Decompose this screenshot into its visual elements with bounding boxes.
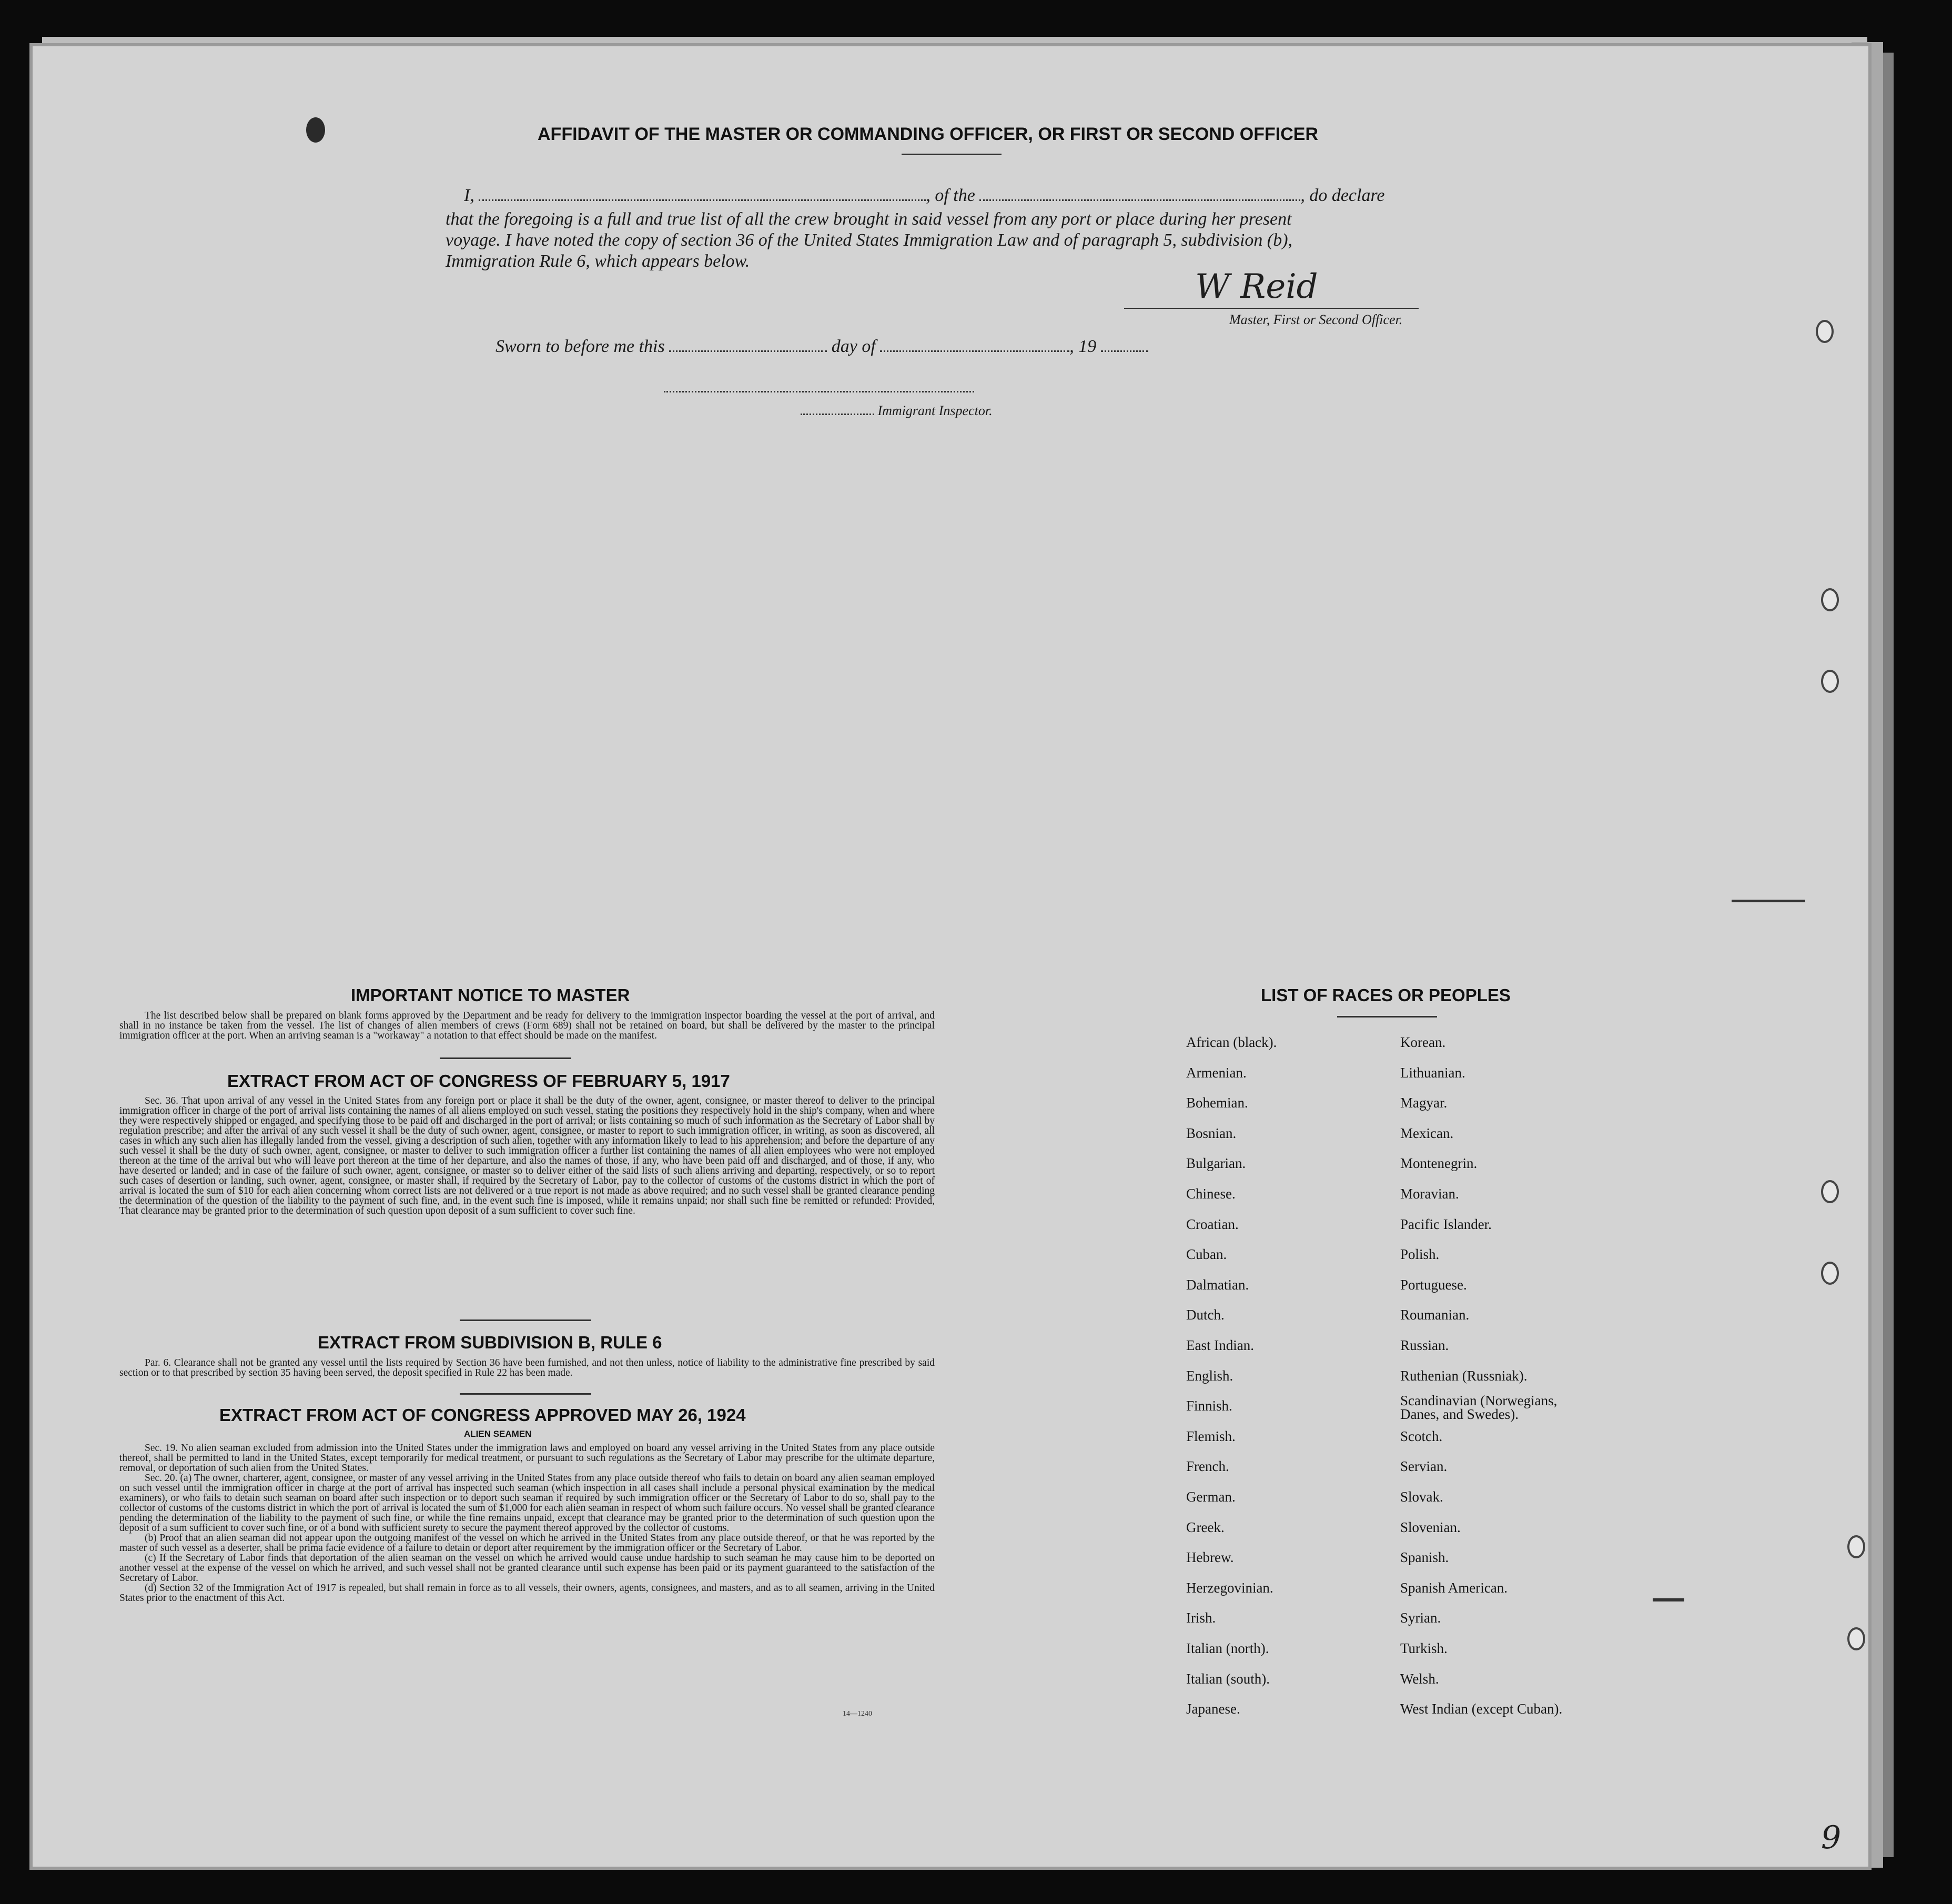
affidavit-title: AFFIDAVIT OF THE MASTER OR COMMANDING OFFICER, OR FIRST OR SECOND OFFICER (538, 124, 1318, 144)
binder-hole-icon (1847, 1535, 1865, 1558)
race-item: Russian. (1400, 1337, 1449, 1353)
notice-title: IMPORTANT NOTICE TO MASTER (351, 985, 630, 1005)
extract-rule6-title: EXTRACT FROM SUBDIVISION B, RULE 6 (318, 1333, 662, 1352)
notice-body (119, 1011, 935, 1041)
race-item: Moravian. (1400, 1186, 1459, 1202)
race-item: Welsh. (1400, 1670, 1439, 1687)
sworn-month-field (880, 350, 1069, 352)
divider (440, 1057, 571, 1059)
race-item: Montenegrin. (1400, 1155, 1478, 1172)
vessel-name-field (979, 199, 1300, 201)
extract-1917-text: Sec. 36. That upon arrival of any vessel in the United States from any foreign port or place it shall be the duty of the owner, agent, consignee, or master thereof to deliver to the principal immigration officer in charge of the port of arrival lists containing the names of all aliens employed on such vessel, stating the positions they respectively hold in the ship's company, when and where they were respectively shipped or engaged, and specifying those to be paid off and discharged in the port of arrival; or lists containing so much of such information as the Secretary of Labor shall by regulation prescribe; and after the arrival of any such vessel it shall be the duty of such owner, agent, consignee, or master to report to such immigration officer, in writing, as soon as discovered, all cases in which any such alien has illegally landed from the vessel, giving a description of such alien, together with any information likely to lead to his apprehension; and before the departure of any such vessel it shall be the duty of such owner, agent, consignee, or master to deliver to such immigration officer a further list containing the names of all alien employees who were not employed thereon at the time of the arrival but who will leave port thereon at the time of her departure, and also the names of those, if any, who have been paid off and discharged, and of those, if any, who have deserted or landed; and in case of the failure of such owner, agent, consignee, or master so to deliver either of the said lists of such aliens arriving and departing, respectively, or so to report such cases of desertion or landing, such owner, agent, consignee, or master shall, if required by the Secretary of Labor, pay to the collector of customs of the customs district in which the port of arrival is located the sum of $10 for each alien concerning whom correct lists are not delivered or a true report is not made as above required; and no such vessel shall be granted clearance pending the determination of the question of the liability to the payment of such fine, and, in the event such fine is imposed, while it remains unpaid; nor shall such fine be remitted or refunded: Provided, That clearance may be granted prior to the determination of such question upon deposit of a sum sufficient to cover such fine. (119, 1095, 935, 1216)
divider (460, 1319, 591, 1321)
race-item: Bosnian. (1186, 1125, 1237, 1141)
race-item: Dalmatian. (1186, 1276, 1249, 1293)
inspector-field (801, 414, 874, 415)
race-item: Irish. (1186, 1610, 1216, 1626)
race-item: Flemish. (1186, 1428, 1236, 1444)
binder-hole-icon (1821, 1262, 1839, 1285)
sworn-line (495, 337, 1148, 357)
race-item: Croatian. (1186, 1216, 1239, 1232)
margin-note: 9 (1821, 1819, 1842, 1856)
affidavit-line-4: Immigration Rule 6, which appears below. (446, 251, 750, 271)
race-item: Servian. (1400, 1458, 1448, 1475)
notice-text: The list described below shall be prepared on blank forms approved by the Department and be ready for delivery to the immigration inspector boarding the vessel at the port of arrival, and shall in no instance be taken from the vessel. The list of changes of alien members of crews (Form 689) shall not be retained on board, but shall be delivered by the master to the principal immigration officer at the port. When an arriving seaman is a "workaway" a notation to that effect should be made on the manifest. (119, 1010, 935, 1041)
race-item: Pacific Islander. (1400, 1216, 1492, 1232)
form-number: 14—1240 (843, 1710, 872, 1718)
race-item: Hebrew. (1186, 1549, 1234, 1566)
sec-20d-paragraph: (d) Section 32 of the Immigration Act of 1917 is repealed, but shall remain in force as to all vessels, their owners, agents, consignees, and masters, and as to all seamen, arriving in the United States prior to the enactment of this Act. (119, 1583, 935, 1604)
extract-rule6-text: Par. 6. Clearance shall not be granted any vessel until the lists required by Section 36 have been furnished, and not then unless, notice of liability to the administrative fine prescribed by said section or to that prescribed by section 35 having been served, the deposit specified in Rule 22 has been made. (119, 1357, 935, 1378)
race-item: Slovenian. (1400, 1519, 1461, 1535)
race-item: Mexican. (1400, 1125, 1454, 1141)
race-item: Roumanian. (1400, 1307, 1470, 1323)
binder-hole-icon (1821, 588, 1839, 611)
race-item: Bohemian. (1186, 1095, 1248, 1111)
race-item: Syrian. (1400, 1610, 1441, 1626)
extract-rule6-body (119, 1358, 935, 1378)
inspector-line (801, 403, 993, 419)
sworn-prefix: Sworn to before me this (495, 337, 665, 356)
affidavit-line-1 (464, 186, 1385, 206)
binder-hole-icon (1821, 670, 1839, 693)
race-item: Italian (south). (1186, 1670, 1270, 1687)
race-item: Turkish. (1400, 1640, 1448, 1656)
race-item: Greek. (1186, 1519, 1225, 1535)
binder-hole-icon (1847, 1627, 1865, 1650)
document-page (33, 46, 1868, 1867)
race-item: German. (1186, 1489, 1236, 1505)
ink-blot (306, 117, 325, 143)
race-item: Bulgarian. (1186, 1155, 1246, 1172)
sec-20b-paragraph: (b) Proof that an alien seaman did not appear upon the outgoing manifest of the vessel on which he arrived in the United States from any place outside thereof, or that he was reported by the master of such vessel as a deserter, shall be prima facie evidence of a failure to detain or deport after requirement by the immigration officer or the Secretary of Labor. (119, 1533, 935, 1554)
affidavit-i: I, (464, 186, 474, 205)
sec-20c-paragraph: (c) If the Secretary of Labor finds that deportation of the alien seaman on the vessel on which he arrived would cause undue hardship to such seaman he may cause him to be deported on another vessel at the expense of the vessel on which he arrived, and such vessel shall not be granted clearance until such expense has been paid or its payment guaranteed to the satisfaction of the Secretary of Labor. (119, 1553, 935, 1584)
sec-19-paragraph: Sec. 19. No alien seaman excluded from admission into the United States under the immigration laws and employed on board any vessel arriving in the United States from any place outside thereof, shall be permitted to land in the United States, except temporarily for medical treatment, or pursuant to such regulations as the Secretary of Labor may prescribe for the ultimate departure, removal, or deportation of such alien from the United States. (119, 1443, 935, 1474)
master-name-field (479, 199, 926, 201)
inspector-signature-line (664, 391, 974, 392)
affidavit-line-2: that the foregoing is a full and true list of all the crew brought in said vessel from any port or place during her present (446, 209, 1292, 229)
race-item: Polish. (1400, 1246, 1440, 1263)
race-item: Chinese. (1186, 1186, 1236, 1202)
race-item: English. (1186, 1367, 1233, 1384)
race-item: Cuban. (1186, 1246, 1227, 1263)
race-item: Dutch. (1186, 1307, 1225, 1323)
stray-mark (1732, 900, 1805, 902)
sworn-year: , 19 (1069, 337, 1097, 356)
extract-1917-body (119, 1096, 935, 1216)
master-signature: W Reid (1195, 267, 1318, 306)
race-item: Lithuanian. (1400, 1064, 1465, 1081)
race-item: Italian (north). (1186, 1640, 1269, 1656)
race-item: Japanese. (1186, 1701, 1240, 1717)
sworn-day-of: day of (831, 337, 876, 356)
divider (902, 154, 1002, 155)
affidavit-declare: , do declare (1300, 186, 1385, 205)
inspector-caption: Immigrant Inspector. (877, 403, 993, 418)
divider (460, 1393, 591, 1395)
race-item: Ruthenian (Russniak). (1400, 1367, 1528, 1384)
extract-1917-title: EXTRACT FROM ACT OF CONGRESS OF FEBRUARY 5, 1917 (227, 1071, 730, 1091)
race-item: Herzegovinian. (1186, 1579, 1273, 1596)
stray-mark (1653, 1598, 1684, 1601)
race-item: Korean. (1400, 1034, 1446, 1050)
sec-20a-paragraph: Sec. 20. (a) The owner, charterer, agent, consignee, or master of any vessel arriving in the United States from any place outside thereof who fails to detain on board any alien seaman employed on such vessel until the immigration officer in charge at the port of arrival has inspected such seaman (which inspection in all cases shall include a personal physical examination by the medical examiners), or who fails to detain such seaman on board after such inspection or to deport such seaman if required by such immigration officer or the Secretary of Labor to do so, shall pay to the collector of customs of the customs district in which the port of arrival is located the sum of $1,000 for each alien seaman in respect of whom such failure occurs. No vessel shall be granted clearance pending the determination of the liability to the payment of such fine, or while the fine remains unpaid, except that clearance may be granted prior to the determination of such question upon the deposit of a sum sufficient to cover such fine, or of a bond with sufficient surety to secure the payment thereof approved by the collector of customs. (119, 1473, 935, 1534)
race-item: East Indian. (1186, 1337, 1254, 1353)
race-item: Spanish American. (1400, 1579, 1508, 1596)
race-item: Armenian. (1186, 1064, 1247, 1081)
binder-hole-icon (1821, 1180, 1839, 1203)
sworn-day-field (669, 350, 827, 352)
extract-1924-body (119, 1443, 935, 1603)
race-item: Spanish. (1400, 1549, 1449, 1566)
signature-line (1124, 308, 1419, 309)
affidavit-line-3: voyage. I have noted the copy of section 36 of the United States Immigration Law and of paragraph 5, subdivision (b), (446, 230, 1293, 250)
race-item: Magyar. (1400, 1095, 1448, 1111)
race-item: Scotch. (1400, 1428, 1443, 1444)
extract-1924-title: EXTRACT FROM ACT OF CONGRESS APPROVED MAY 26, 1924 (219, 1405, 746, 1425)
race-item: West Indian (except Cuban). (1400, 1701, 1563, 1717)
affidavit-of-the: , of the (926, 186, 975, 205)
sworn-year-field (1101, 350, 1148, 352)
races-title: LIST OF RACES OR PEOPLES (1261, 985, 1511, 1005)
race-item: French. (1186, 1458, 1229, 1475)
race-item: Portuguese. (1400, 1276, 1467, 1293)
race-item: African (black). (1186, 1034, 1277, 1050)
race-item: Finnish. (1186, 1398, 1232, 1414)
divider (1337, 1016, 1437, 1018)
race-item: Scandinavian (Norwegians, Danes, and Swedes). (1400, 1393, 1557, 1423)
signature-caption: Master, First or Second Officer. (1229, 312, 1403, 327)
binder-hole-icon (1816, 320, 1834, 343)
race-item: Slovak. (1400, 1489, 1443, 1505)
extract-1924-subtitle: ALIEN SEAMEN (464, 1429, 532, 1439)
